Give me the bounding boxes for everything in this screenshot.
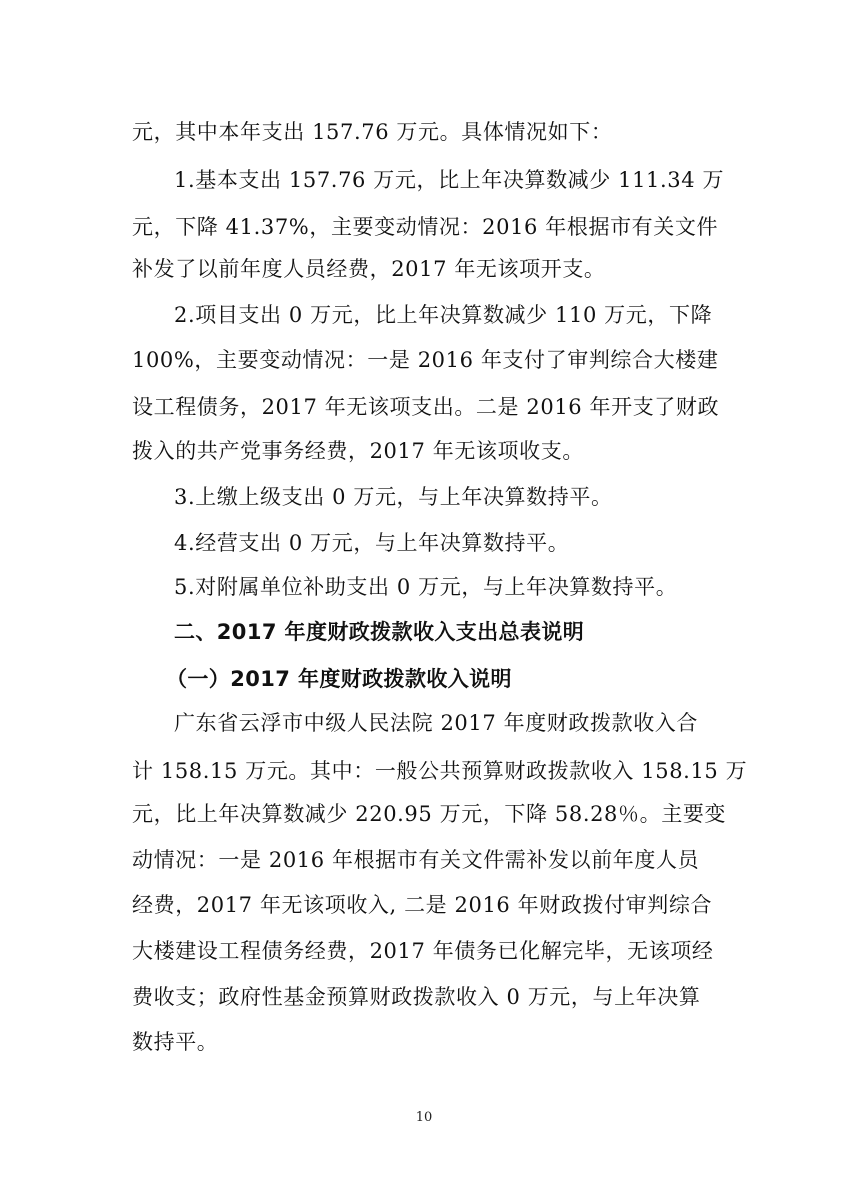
paragraph-line: 元，下降 41.37%，主要变动情况：2016 年根据市有关文件 xyxy=(132,215,719,239)
paragraph-line: 5.对附属单位补助支出 0 万元，与上年决算数持平。 xyxy=(174,575,678,599)
paragraph-line: 设工程债务，2017 年无该项支出。二是 2016 年开支了财政 xyxy=(132,395,720,419)
paragraph-line: 1.基本支出 157.76 万元，比上年决算数减少 111.34 万 xyxy=(174,168,725,192)
section-heading: 二、2017 年度财政拨款收入支出总表说明 xyxy=(174,620,585,644)
paragraph-line: 补发了以前年度人员经费，2017 年无该项开支。 xyxy=(132,257,606,281)
page-number: 10 xyxy=(415,1110,433,1125)
paragraph-line: 大楼建设工程债务经费，2017 年债务已化解完毕，无该项经 xyxy=(132,939,714,963)
paragraph-line: 广东省云浮市中级人民法院 2017 年度财政拨款收入合 xyxy=(174,711,698,735)
paragraph-line: 拨入的共产党事务经费，2017 年无该项收支。 xyxy=(132,439,584,463)
paragraph-line: 4.经营支出 0 万元，与上年决算数持平。 xyxy=(174,531,570,555)
subsection-heading: （一）2017 年度财政拨款收入说明 xyxy=(166,667,512,691)
paragraph-line: 元，其中本年支出 157.76 万元。具体情况如下： xyxy=(132,120,613,144)
paragraph-line: 经费，2017 年无该项收入, 二是 2016 年财政拨付审判综合 xyxy=(132,893,713,917)
paragraph-line: 100%，主要变动情况：一是 2016 年支付了审判综合大楼建 xyxy=(132,348,719,372)
paragraph-line: 元，比上年决算数减少 220.95 万元，下降 58.28％。主要变 xyxy=(132,802,727,826)
paragraph-line: 动情况：一是 2016 年根据市有关文件需补发以前年度人员 xyxy=(132,848,700,872)
paragraph-line: 计 158.15 万元。其中：一般公共预算财政拨款收入 158.15 万 xyxy=(132,759,748,783)
paragraph-line: 3.上缴上级支出 0 万元，与上年决算数持平。 xyxy=(174,485,613,509)
paragraph-line: 2.项目支出 0 万元，比上年决算数减少 110 万元，下降 xyxy=(174,303,713,327)
paragraph-line: 费收支；政府性基金预算财政拨款收入 0 万元，与上年决算 xyxy=(132,985,701,1009)
paragraph-line: 数持平。 xyxy=(132,1030,219,1054)
